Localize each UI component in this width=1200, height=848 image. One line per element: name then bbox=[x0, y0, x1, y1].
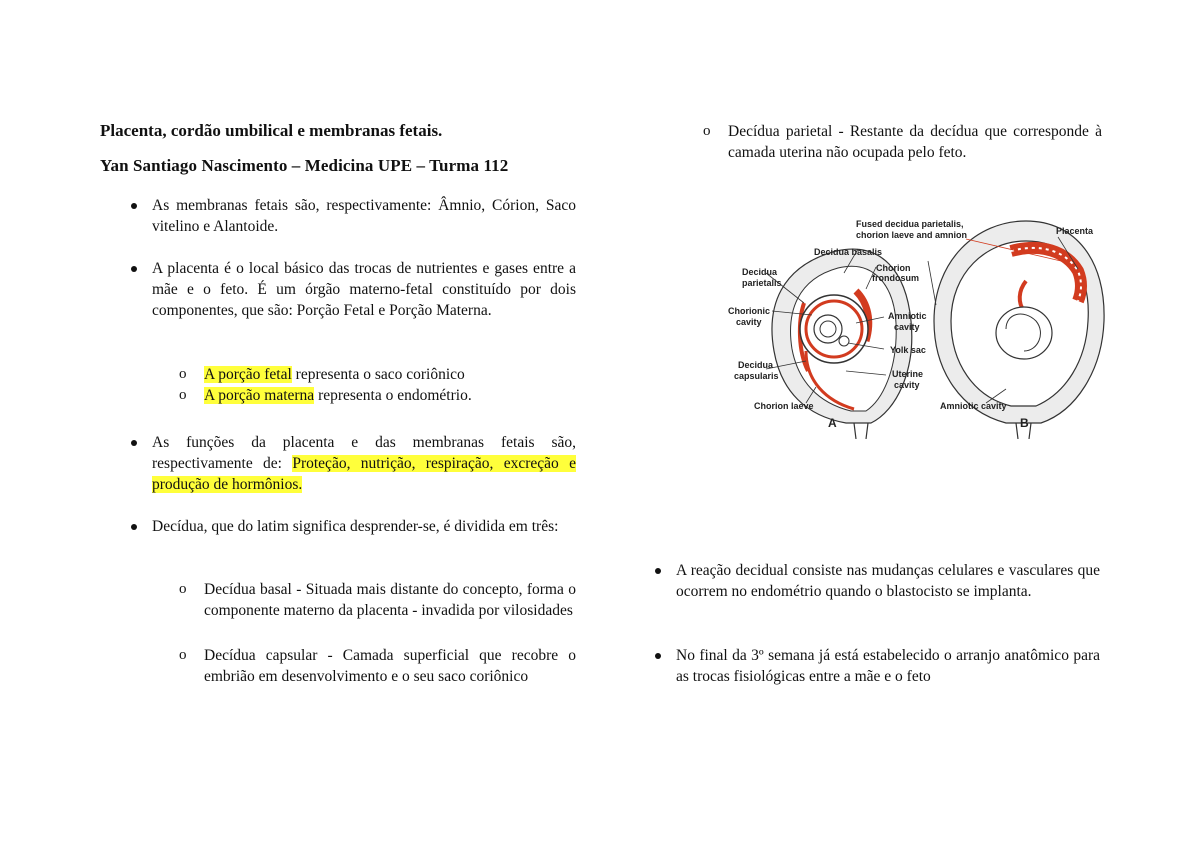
author-line: Yan Santiago Nascimento – Medicina UPE – Turma 112 bbox=[100, 156, 509, 175]
label-decidua-basalis: Decidua basalis bbox=[814, 247, 883, 257]
label-placenta: Placenta bbox=[1056, 226, 1094, 236]
page-title: Placenta, cordão umbilical e membranas fetais. bbox=[100, 121, 443, 140]
label-uterine-cavity-2: cavity bbox=[894, 380, 920, 390]
sub-item-fetal bbox=[204, 364, 576, 385]
label-decidua-parietalis-2: parietalis bbox=[742, 278, 782, 288]
list-item-functions bbox=[152, 432, 576, 495]
diagram-svg bbox=[706, 211, 1124, 439]
label-decidua-capsularis-2: capsularis bbox=[734, 371, 779, 381]
label-uterine-cavity: Uterine bbox=[892, 369, 924, 379]
sub-item-materna bbox=[204, 385, 576, 406]
label-chorionic-cavity: Chorionic bbox=[728, 306, 770, 316]
label-amniotic-cavity-b: Amniotic cavity bbox=[940, 401, 1007, 411]
sub-item-fetal-text: representa o saco coriônico bbox=[291, 366, 465, 383]
sub-item-decidua-parietal: o Decídua parietal - Restante da decídua que corresponde à camada uterina não ocupada pelo feto. bbox=[728, 121, 1102, 163]
list-item-membranes: As membranas fetais são, respectivamente: Âmnio, Córion, Saco vitelino e Alantoide. bbox=[152, 197, 576, 235]
label-panel-a: A bbox=[828, 416, 837, 430]
label-yolk-sac: Yolk sac bbox=[890, 345, 926, 355]
sub-item-materna-text: representa o endométrio. bbox=[314, 387, 472, 404]
label-chorion-frondosum-2: frondosum bbox=[872, 273, 919, 283]
label-decidua-capsularis: Decidua bbox=[738, 360, 774, 370]
label-decidua-parietalis: Decidua bbox=[742, 267, 778, 277]
label-chorion-frondosum: Chorion bbox=[876, 263, 911, 273]
label-chorion-laeve: Chorion laeve bbox=[754, 401, 814, 411]
uterus-diagram bbox=[706, 211, 1124, 439]
list-item-decidual-reaction: A reação decidual consiste nas mudanças celulares e vasculares que ocorrem no endométrio quando o blastocisto se implanta. bbox=[676, 562, 1100, 600]
sub-item-decidua-capsular: o Decídua capsular - Camada superficial que recobre o embrião em desenvolvimento e o seu saco coriônico bbox=[204, 645, 576, 687]
list-item-placenta: A placenta é o local básico das trocas de nutrientes e gases entre a mãe e o feto. É um órgão materno-fetal constituído por dois componentes, que são: Porção Fetal e Porção Materna. bbox=[152, 260, 576, 319]
label-amniotic-cavity-a: Amniotic bbox=[888, 311, 927, 321]
list-item-decidua: Decídua, que do latim significa desprender-se, é dividida em três: bbox=[152, 516, 576, 537]
label-chorionic-cavity-2: cavity bbox=[736, 317, 762, 327]
label-fused: Fused decidua parietalis, bbox=[856, 219, 964, 229]
highlight-fetal: A porção fetal bbox=[204, 366, 292, 383]
highlight-materna: A porção materna bbox=[204, 387, 315, 404]
label-amniotic-cavity-a-2: cavity bbox=[894, 322, 920, 332]
sub-item-decidua-basal: o Decídua basal - Situada mais distante do concepto, forma o componente materno da placenta - invadida por vilosidades bbox=[204, 579, 576, 621]
label-fused-2: chorion laeve and amnion bbox=[856, 230, 968, 240]
list-item-third-week: No final da 3º semana já está estabelecido o arranjo anatômico para as trocas fisiológicas entre a mãe e o feto bbox=[676, 647, 1100, 685]
label-panel-b: B bbox=[1020, 416, 1029, 430]
highlight-functions: Proteção, nutrição, respiração, excreção e produção de hormônios. bbox=[152, 455, 576, 493]
functions-text: As funções da placenta e das membranas fetais são, respectivamente de: bbox=[152, 434, 576, 472]
